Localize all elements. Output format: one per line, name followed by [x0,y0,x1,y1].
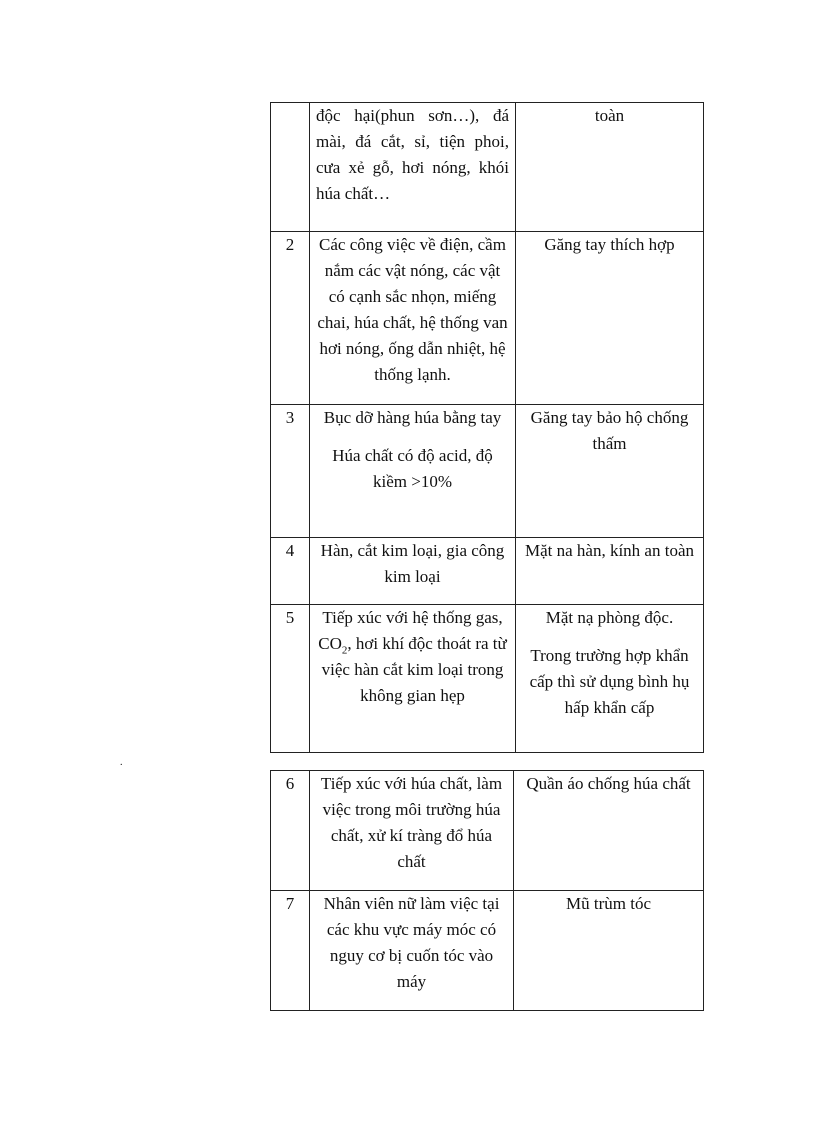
hazard-text-part: Tiếp xúc với hệ thống gas, CO [318,608,503,653]
table-row [271,605,704,753]
protective-equipment [516,232,704,405]
table-row [271,232,704,405]
protective-equipment [516,405,704,538]
row-number [271,103,310,232]
hazard-text: Hàn, cắt kim loại, gia công kim loại [320,541,505,586]
equipment-text: Quần áo chống húa chất [526,774,691,793]
row-number: 3 [271,405,310,538]
hazard-description [310,103,516,232]
table-row [271,538,704,605]
hazard-text: Tiếp xúc với húa chất, làm việc trong môi trường húa chất, xử kí tràng đổ húa chất [320,774,503,871]
table-row [271,891,704,1011]
equipment-text: Mặt na hàn, kính an toàn [524,541,694,560]
subscript-2: 2 [341,644,348,657]
protective-equipment [516,538,704,605]
row-number: 7 [271,891,310,1011]
hazard-description [310,232,516,405]
table-row [271,405,704,538]
equipment-text: Găng tay thích hợp [544,235,675,254]
protective-equipment [514,771,704,891]
hazard-text: Các công việc về điện, cầm nắm các vật nóng, các vật có cạnh sắc nhọn, miếng chai, húa chất, hệ thống van hơi nóng, ống dẫn nhiệt, hệ thống lạnh. [317,235,508,384]
equipment-text: Mặt nạ phòng độc. [545,608,674,627]
hazard-text: độc hại(phun sơn…), đá mài, đá cắt, sỉ, tiện phoi, cưa xẻ gỗ, hơi nóng, khói húa chất… [316,106,509,203]
row-number: 4 [271,538,310,605]
hazard-description [310,891,514,1011]
hazard-text: Bục dỡ hàng húa bằng tay [323,408,502,427]
hazard-description [310,605,516,753]
table-row [271,103,704,232]
hazard-text: Nhân viên nữ làm việc tại các khu vực máy móc có nguy cơ bị cuốn tóc vào máy [323,894,500,991]
hazard-description [310,405,516,538]
table-row [271,771,704,891]
hazard-description [310,538,516,605]
equipment-text: Trong trường hợp khẩn cấp thì sử dụng bình hụ hấp khẩn cấp [529,646,690,717]
row-number: 2 [271,232,310,405]
equipment-text: toàn [594,106,625,125]
protective-equipment [516,605,704,753]
hazard-description [310,771,514,891]
ppe-table-part-2 [270,770,704,1011]
row-number: 5 [271,605,310,753]
stray-mark: . [120,757,123,768]
equipment-text: Găng tay bảo hộ chống thấm [530,408,689,453]
row-number: 6 [271,771,310,891]
protective-equipment [514,891,704,1011]
hazard-text [316,605,509,709]
hazard-text: Húa chất có độ acid, độ kiềm >10% [332,446,493,491]
protective-equipment [516,103,704,232]
equipment-text: Mũ trùm tóc [566,894,651,913]
ppe-table-part-1 [270,102,704,753]
hazard-text-part: , hơi khí độc thoát ra từ việc hàn cắt kim loại trong không gian hẹp [321,634,507,705]
